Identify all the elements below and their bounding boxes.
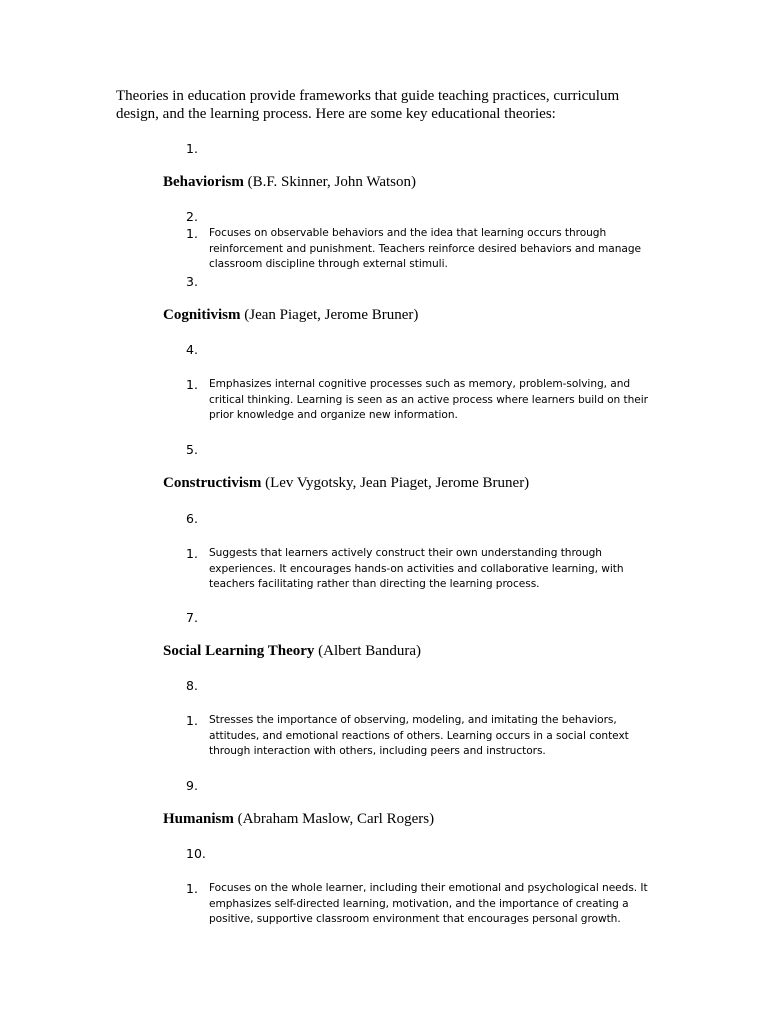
theory-description-item — [186, 881, 656, 928]
theory-description: Focuses on the whole learner, including their emotional and psychological needs. It emphasizes self-directed learning, motivation, and the importance of creating a positive, supportive classroom environment that encourages personal growth. — [209, 882, 648, 925]
theory-description: Focuses on observable behaviors and the idea that learning occurs through reinforcement and punishment. Teachers reinforce desired behaviors and manage classroom discipline through external stimuli. — [209, 227, 641, 270]
theory-description-item — [186, 546, 656, 593]
sub-list-marker: 1. — [186, 881, 198, 896]
theory-heading-humanism — [163, 810, 434, 828]
list-number: 8. — [186, 678, 198, 693]
sub-list-marker: 1. — [186, 546, 198, 561]
sub-list-marker: 1. — [186, 226, 198, 241]
theory-authors: (Lev Vygotsky, Jean Piaget, Jerome Bruner) — [265, 475, 530, 491]
theory-name: Constructivism — [163, 475, 262, 491]
list-number: 9. — [186, 778, 198, 793]
list-number: 6. — [186, 511, 198, 526]
theory-name: Social Learning Theory — [163, 643, 315, 659]
list-number: 2. — [186, 209, 198, 224]
theory-description: Emphasizes internal cognitive processes such as memory, problem-solving, and critical thinking. Learning is seen as an active process where learners build on their prior knowledge and organize new information. — [209, 378, 648, 421]
list-number: 1. — [186, 141, 198, 156]
theory-authors: (Abraham Maslow, Carl Rogers) — [237, 811, 435, 827]
sub-list-marker: 1. — [186, 713, 198, 728]
list-number: 4. — [186, 342, 198, 357]
theory-description-item — [186, 226, 656, 273]
theory-description-item — [186, 377, 656, 424]
theory-description-item — [186, 713, 656, 760]
list-number: 7. — [186, 610, 198, 625]
theory-description: Stresses the importance of observing, modeling, and imitating the behaviors, attitudes, and emotional reactions of others. Learning occurs in a social context through interaction with others, including peers and instructors. — [209, 714, 629, 757]
theory-authors: (Albert Bandura) — [318, 643, 422, 659]
theory-name: Humanism — [163, 811, 234, 827]
theory-name: Behaviorism — [163, 174, 244, 190]
theory-heading-cognitivism — [163, 306, 418, 324]
theory-authors: (Jean Piaget, Jerome Bruner) — [244, 307, 419, 323]
sub-list-marker: 1. — [186, 377, 198, 392]
theory-name: Cognitivism — [163, 307, 241, 323]
list-number: 10. — [186, 846, 206, 861]
intro-paragraph: Theories in education provide frameworks that guide teaching practices, curriculum design, and the learning process. Here are some key educational theories: — [116, 88, 620, 122]
theory-heading-constructivism — [163, 474, 529, 492]
theory-heading-social-learning — [163, 642, 421, 660]
list-number: 5. — [186, 442, 198, 457]
theory-heading-behaviorism — [163, 173, 416, 191]
theory-description: Suggests that learners actively construct their own understanding through experiences. It encourages hands-on activities and collaborative learning, with teachers facilitating rather than directing the learning process. — [209, 547, 624, 590]
list-number: 3. — [186, 274, 198, 289]
theory-authors: (B.F. Skinner, John Watson) — [247, 174, 416, 190]
